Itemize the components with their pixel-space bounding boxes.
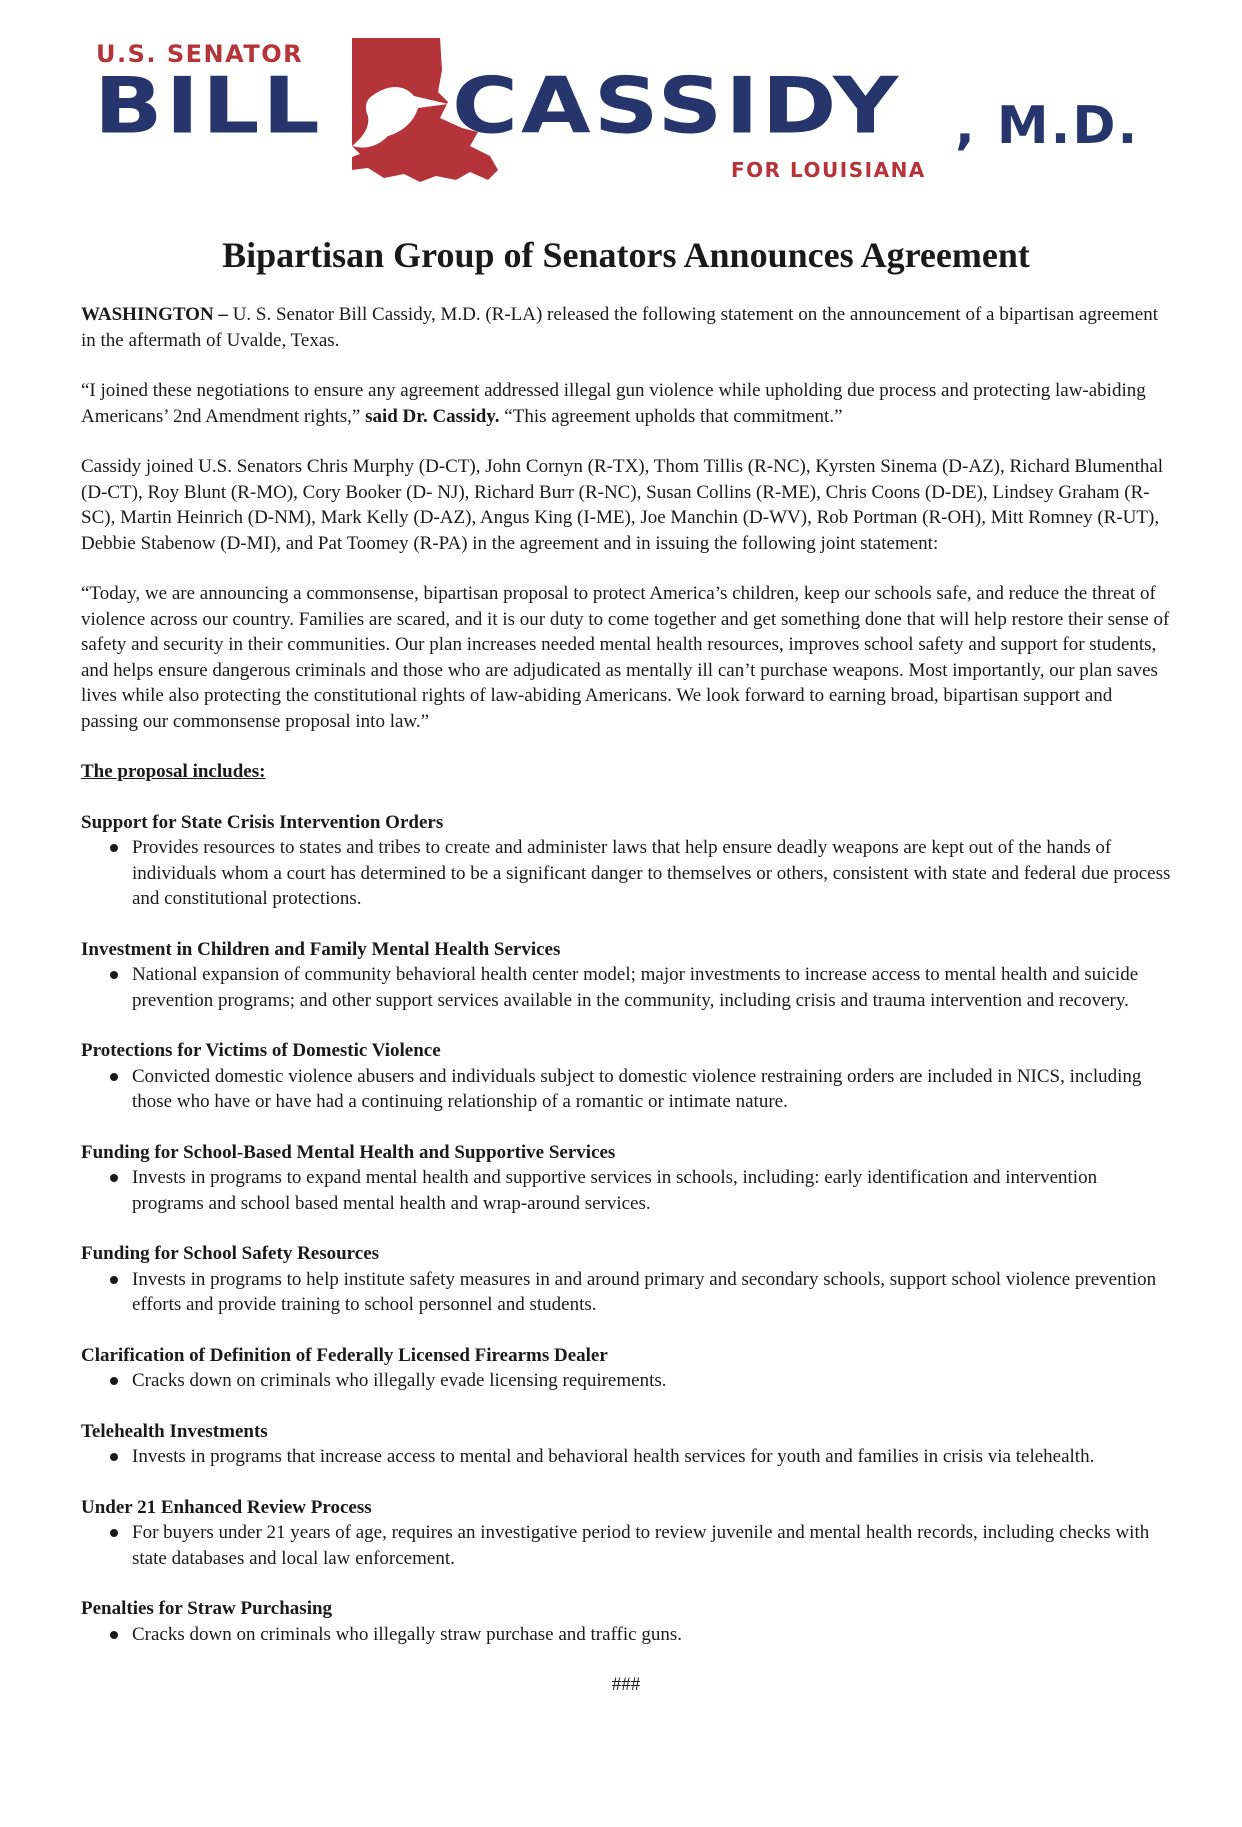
section-title: Funding for School-Based Mental Health and Supportive Services <box>81 1141 616 1163</box>
logo-state-text: FOR LOUISIANA <box>731 158 926 182</box>
joint-statement-paragraph: “Today, we are announcing a commonsense, bipartisan proposal to protect America’s children, keep our schools safe, and reduce the threat of violence across our country. Families are scared, and it is our duty to come together and get something done that will help restore their sense of safety and security in their communities. Our plan increases needed mental health resources, improves school safety and support for students, and helps ensure dangerous criminals and those who are adjudicated as mentally ill can’t purchase weapons. Most importantly, our plan saves lives while also protecting the constitutional rights of law-abiding Americans. We look forward to earning broad, bipartisan support and passing our commonsense proposal into law.” <box>81 583 1170 732</box>
list-item: Cracks down on criminals who illegally evade licensing requirements. <box>132 1368 1171 1394</box>
proposal-section <box>81 937 1171 1014</box>
list-item: Invests in programs to help institute safety measures in and around primary and secondary schools, support school violence prevention efforts and provide training to school personnel and students. <box>132 1267 1171 1318</box>
dateline: WASHINGTON – <box>81 304 228 325</box>
logo-first-name: BILL <box>94 61 323 152</box>
section-title: Investment in Children and Family Mental Health Services <box>81 938 561 960</box>
list-item: Cracks down on criminals who illegally straw purchase and traffic guns. <box>132 1622 1171 1648</box>
section-title: Under 21 Enhanced Review Process <box>81 1496 372 1518</box>
proposal-section <box>81 1419 1171 1470</box>
section-title: Clarification of Definition of Federally Licensed Firearms Dealer <box>81 1344 608 1366</box>
senator-logo <box>0 0 1242 200</box>
bullet-list <box>81 1444 1171 1470</box>
section-title: Support for State Crisis Intervention Orders <box>81 811 444 833</box>
proposal-section <box>81 1241 1171 1318</box>
bullet-list <box>81 835 1171 912</box>
bullet-list <box>81 1520 1171 1571</box>
bullet-list <box>81 1368 1171 1394</box>
bullet-list <box>81 1165 1171 1216</box>
proposal-section <box>81 1140 1171 1217</box>
quote-attribution: said Dr. Cassidy. <box>365 405 500 427</box>
proposal-section <box>81 1343 1171 1394</box>
proposal-section <box>81 1596 1171 1647</box>
list-item: Invests in programs that increase access to mental and behavioral health services for youth and families in crisis via telehealth. <box>132 1444 1171 1470</box>
bullet-list <box>81 1267 1171 1318</box>
intro-text: U. S. Senator Bill Cassidy, M.D. (R-LA) released the following statement on the announcement of a bipartisan agreement in the aftermath of Uvalde, Texas. <box>81 304 1159 351</box>
page-title: Bipartisan Group of Senators Announces Agreement <box>222 235 1030 275</box>
logo-last-name: CASSIDY <box>452 61 902 152</box>
list-item: For buyers under 21 years of age, requires an investigative period to review juvenile and mental health records, including checks with state databases and local law enforcement. <box>132 1520 1171 1571</box>
joined-paragraph: Cassidy joined U.S. Senators Chris Murphy (D-CT), John Cornyn (R-TX), Thom Tillis (R-NC), Kyrsten Sinema (D-AZ), Richard Blumenthal (D-CT), Roy Blunt (R-MO), Cory Booker (D- NJ), Richard Burr (R-NC), Susan Collins (R-ME), Chris Coons (D-DE), Lindsey Graham (R-SC), Martin Heinrich (D-NM), Mark Kelly (D-AZ), Angus King (I-ME), Joe Manchin (D-WV), Rob Portman (R-OH), Mitt Romney (R-UT), Debbie Stabenow (D-MI), and Pat Toomey (R-PA) in the agreement and in issuing the following joint statement: <box>81 456 1164 554</box>
section-title: Protections for Victims of Domestic Violence <box>81 1040 441 1061</box>
bullet-list <box>81 962 1171 1013</box>
bullet-list <box>81 1622 1171 1648</box>
list-item: Provides resources to states and tribes to create and administer laws that help ensure deadly weapons are kept out of the hands of individuals whom a court has determined to be a significant danger to themselves or others, consistent with state and federal due process and constitutional protections. <box>132 835 1171 912</box>
proposal-section <box>81 810 1171 912</box>
logo-senator-text: U.S. SENATOR <box>96 40 304 68</box>
bullet-list <box>81 1064 1171 1115</box>
quote-text: “I joined these negotiations to ensure any agreement addressed illegal gun violence while upholding due process and protecting law-abiding Americans’ 2nd Amendment rights,” <box>81 380 1146 427</box>
proposal-section <box>81 1495 1171 1572</box>
proposal-heading: The proposal includes: <box>81 761 266 782</box>
logo-suffix: , M.D. <box>955 96 1140 156</box>
quote-closing: “This agreement upholds that commitment.” <box>504 405 843 427</box>
quote-paragraph <box>81 378 1171 429</box>
press-release <box>81 232 1171 1698</box>
list-item: National expansion of community behavioral health center model; major investments to increase access to mental health and suicide prevention programs; and other support services available in the community, including crisis and trauma intervention and recovery. <box>132 962 1171 1013</box>
end-mark: ### <box>611 1674 641 1695</box>
intro-paragraph <box>81 302 1171 353</box>
section-title: Penalties for Straw Purchasing <box>81 1598 333 1619</box>
section-title: Telehealth Investments <box>81 1420 268 1442</box>
list-item: Invests in programs to expand mental health and supportive services in schools, including: early identification and intervention programs and school based mental health and wrap-around services. <box>132 1165 1171 1216</box>
list-item: Convicted domestic violence abusers and individuals subject to domestic violence restraining orders are included in NICS, including those who have or have had a continuing relationship of a romantic or intimate nature. <box>132 1064 1171 1115</box>
section-title: Funding for School Safety Resources <box>81 1243 380 1264</box>
proposal-section <box>81 1038 1171 1115</box>
